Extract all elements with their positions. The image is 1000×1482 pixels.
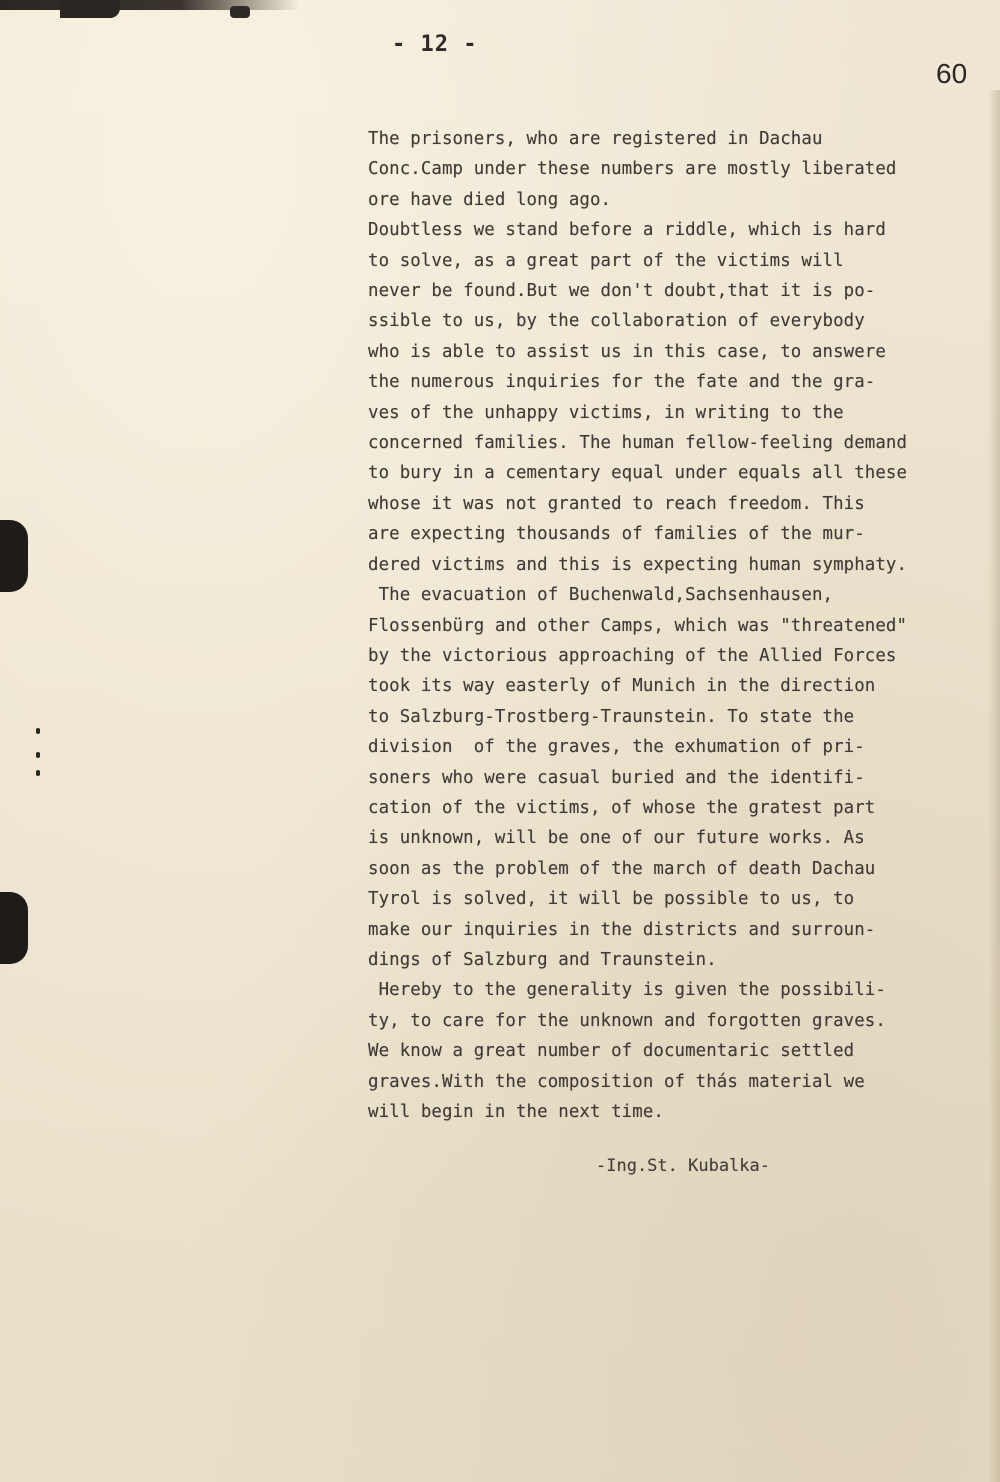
text-line: by the victorious approaching of the Allied Forces bbox=[368, 645, 897, 666]
text-line: is unknown, will be one of our future works. As bbox=[368, 828, 865, 849]
signature: -Ing.St. Kubalka- bbox=[596, 1156, 770, 1176]
text-line: Doubtless we stand before a riddle, which is hard bbox=[368, 220, 886, 241]
punch-hole-upper bbox=[0, 520, 28, 592]
text-line: ore have died long ago. bbox=[368, 189, 612, 210]
text-line: ves of the unhappy victims, in writing to the bbox=[368, 402, 844, 423]
text-line: division of the graves, the exhumation of pri- bbox=[368, 737, 865, 758]
text-line: the numerous inquiries for the fate and the gra- bbox=[368, 372, 876, 393]
text-line: Hereby to the generality is given the possibili- bbox=[368, 980, 886, 1001]
text-line: who is able to assist us in this case, to answere bbox=[368, 341, 886, 362]
text-line: The prisoners, who are registered in Dachau bbox=[368, 129, 823, 149]
text-line: are expecting thousands of families of the mur- bbox=[368, 524, 865, 545]
scan-edge-mark bbox=[230, 6, 250, 18]
text-line: to Salzburg-Trostberg-Traunstein. To state the bbox=[368, 706, 855, 727]
scan-edge bbox=[0, 0, 300, 10]
text-line: Flossenbürg and other Camps, which was "threatened" bbox=[368, 615, 908, 636]
text-line: Tyrol is solved, it will be possible to us, to bbox=[368, 889, 855, 910]
text-line: soners who were casual buried and the identifi- bbox=[368, 767, 865, 788]
punch-hole-lower bbox=[0, 892, 28, 964]
text-line: We know a great number of documentaric settled bbox=[368, 1041, 855, 1062]
folio-number: 60 bbox=[936, 58, 968, 89]
text-line: make our inquiries in the districts and surroun- bbox=[368, 919, 876, 940]
text-line: ty, to care for the unknown and forgotten graves. bbox=[368, 1010, 886, 1031]
text-line: took its way easterly of Munich in the direction bbox=[368, 676, 876, 697]
text-line: concerned families. The human fellow-feeling demand bbox=[368, 433, 908, 454]
text-line: Conc.Camp under these numbers are mostly liberated bbox=[368, 159, 897, 180]
text-line: graves.With the composition of thás material we bbox=[368, 1071, 865, 1092]
text-line: ssible to us, by the collaboration of everybody bbox=[368, 311, 865, 332]
ink-dot bbox=[36, 752, 40, 758]
text-line: to bury in a cementary equal under equals all these bbox=[368, 463, 908, 484]
text-line: dings of Salzburg and Traunstein. bbox=[368, 949, 717, 970]
text-line: soon as the problem of the march of death Dachau bbox=[368, 858, 876, 879]
text-line: will begin in the next time. bbox=[368, 1102, 664, 1122]
text-line: cation of the victims, of whose the gratest part bbox=[368, 797, 876, 818]
text-line: whose it was not granted to reach freedom. This bbox=[368, 493, 865, 514]
scan-edge-tab bbox=[60, 0, 120, 18]
text-line: to solve, as a great part of the victims will bbox=[368, 250, 844, 271]
ink-dot bbox=[36, 728, 40, 734]
text-line: never be found.But we don't doubt,that it is po- bbox=[368, 281, 876, 302]
text-line: The evacuation of Buchenwald,Sachsenhausen, bbox=[368, 585, 834, 606]
page-number: - 12 - bbox=[392, 32, 478, 57]
ink-dot bbox=[36, 770, 40, 776]
text-line: dered victims and this is expecting human symphaty. bbox=[368, 554, 908, 575]
body-text bbox=[368, 124, 992, 1127]
